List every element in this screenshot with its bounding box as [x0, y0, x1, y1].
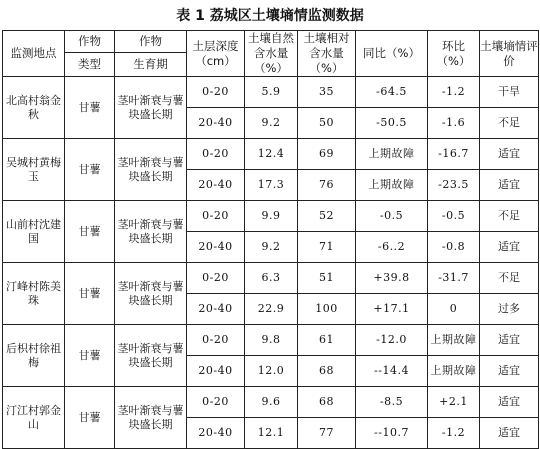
eval-cell: 过多: [480, 294, 539, 325]
eval-cell: 不足: [480, 263, 539, 294]
natural-cell: 6.3: [245, 263, 298, 294]
eval-cell: 干旱: [480, 77, 539, 108]
mom-cell: 上期故障: [428, 325, 480, 356]
eval-cell: 不足: [480, 108, 539, 139]
crop-cell: 甘薯: [65, 325, 115, 387]
eval-cell: 适宜: [480, 325, 539, 356]
relative-cell: 61: [298, 325, 356, 356]
relative-cell: 68: [298, 387, 356, 418]
relative-cell: 69: [298, 139, 356, 170]
stage-cell: 茎叶渐衰与薯块盛长期: [115, 201, 187, 263]
yoy-cell: +39.8: [356, 263, 428, 294]
header-site: 监测地点: [3, 31, 65, 77]
header-mom: 环比（%）: [428, 31, 480, 77]
table-row: [3, 325, 539, 356]
stage-cell: 茎叶渐衰与薯块盛长期: [115, 325, 187, 387]
mom-cell: -1.2: [428, 77, 480, 108]
stage-cell: 茎叶渐衰与薯块盛长期: [115, 387, 187, 449]
header-natural-moisture: 土壤自然含水量（%）: [245, 31, 298, 77]
header-depth: 土层深度（cm）: [187, 31, 245, 77]
site-cell: 北高村翁金秋: [3, 77, 65, 139]
relative-cell: 77: [298, 418, 356, 449]
yoy-cell: -64.5: [356, 77, 428, 108]
depth-cell: 0-20: [187, 201, 245, 232]
relative-cell: 52: [298, 201, 356, 232]
natural-cell: 22.9: [245, 294, 298, 325]
mom-cell: -0.5: [428, 201, 480, 232]
header-crop-type: 类型: [65, 52, 115, 76]
header-stage-sub: 生育期: [115, 52, 187, 76]
eval-cell: 适宜: [480, 232, 539, 263]
table-row: [3, 77, 539, 108]
natural-cell: 12.1: [245, 418, 298, 449]
eval-cell: 不足: [480, 201, 539, 232]
relative-cell: 51: [298, 263, 356, 294]
crop-cell: 甘薯: [65, 201, 115, 263]
crop-cell: 甘薯: [65, 139, 115, 201]
mom-cell: -1.2: [428, 418, 480, 449]
natural-cell: 5.9: [245, 77, 298, 108]
table-row: [3, 263, 539, 294]
mom-cell: 0: [428, 294, 480, 325]
header-relative-moisture: 土壤相对含水量（%）: [298, 31, 356, 77]
yoy-cell: -12.0: [356, 325, 428, 356]
crop-cell: 甘薯: [65, 77, 115, 139]
header-crop-label: 作物: [65, 31, 115, 53]
relative-cell: 76: [298, 170, 356, 201]
eval-cell: 适宜: [480, 139, 539, 170]
table-row: [3, 139, 539, 170]
stage-cell: 茎叶渐衰与薯块盛长期: [115, 263, 187, 325]
depth-cell: 0-20: [187, 263, 245, 294]
header-stage-label: 作物: [115, 31, 187, 53]
site-cell: 后枳村徐祖梅: [3, 325, 65, 387]
mom-cell: -23.5: [428, 170, 480, 201]
depth-cell: 0-20: [187, 77, 245, 108]
yoy-cell: --14.4: [356, 356, 428, 387]
depth-cell: 0-20: [187, 325, 245, 356]
depth-cell: 20-40: [187, 232, 245, 263]
natural-cell: 9.2: [245, 232, 298, 263]
mom-cell: -16.7: [428, 139, 480, 170]
yoy-cell: 上期故障: [356, 170, 428, 201]
yoy-cell: --10.7: [356, 418, 428, 449]
depth-cell: 20-40: [187, 170, 245, 201]
table-title: 表 1 荔城区土壤墒情监测数据: [176, 8, 364, 24]
header-evaluation: 土壤墒情评价: [480, 31, 539, 77]
eval-cell: 适宜: [480, 418, 539, 449]
eval-cell: 适宜: [480, 387, 539, 418]
site-cell: 山前村沈建国: [3, 201, 65, 263]
relative-cell: 35: [298, 77, 356, 108]
depth-cell: 20-40: [187, 294, 245, 325]
depth-cell: 0-20: [187, 139, 245, 170]
depth-cell: 20-40: [187, 356, 245, 387]
relative-cell: 71: [298, 232, 356, 263]
yoy-cell: -50.5: [356, 108, 428, 139]
soil-moisture-table: [2, 30, 539, 449]
mom-cell: -0.8: [428, 232, 480, 263]
mom-cell: -1.6: [428, 108, 480, 139]
stage-cell: 茎叶渐衰与薯块盛长期: [115, 77, 187, 139]
depth-cell: 0-20: [187, 387, 245, 418]
site-cell: 汀峰村陈美珠: [3, 263, 65, 325]
yoy-cell: +17.1: [356, 294, 428, 325]
natural-cell: 12.0: [245, 356, 298, 387]
table-row: [3, 201, 539, 232]
table-row: [3, 387, 539, 418]
site-cell: 吴城村黄梅玉: [3, 139, 65, 201]
natural-cell: 12.4: [245, 139, 298, 170]
crop-cell: 甘薯: [65, 263, 115, 325]
yoy-cell: -0.5: [356, 201, 428, 232]
relative-cell: 68: [298, 356, 356, 387]
depth-cell: 20-40: [187, 418, 245, 449]
crop-cell: 甘薯: [65, 387, 115, 449]
depth-cell: 20-40: [187, 108, 245, 139]
relative-cell: 100: [298, 294, 356, 325]
mom-cell: 上期故障: [428, 356, 480, 387]
natural-cell: 9.6: [245, 387, 298, 418]
relative-cell: 50: [298, 108, 356, 139]
stage-cell: 茎叶渐衰与薯块盛长期: [115, 139, 187, 201]
site-cell: 汀江村郭金山: [3, 387, 65, 449]
yoy-cell: -6..2: [356, 232, 428, 263]
yoy-cell: -8.5: [356, 387, 428, 418]
mom-cell: -31.7: [428, 263, 480, 294]
mom-cell: +2.1: [428, 387, 480, 418]
header-yoy: 同比（%）: [356, 31, 428, 77]
yoy-cell: 上期故障: [356, 139, 428, 170]
natural-cell: 9.8: [245, 325, 298, 356]
eval-cell: 适宜: [480, 170, 539, 201]
eval-cell: 适宜: [480, 356, 539, 387]
natural-cell: 9.9: [245, 201, 298, 232]
natural-cell: 9.2: [245, 108, 298, 139]
natural-cell: 17.3: [245, 170, 298, 201]
